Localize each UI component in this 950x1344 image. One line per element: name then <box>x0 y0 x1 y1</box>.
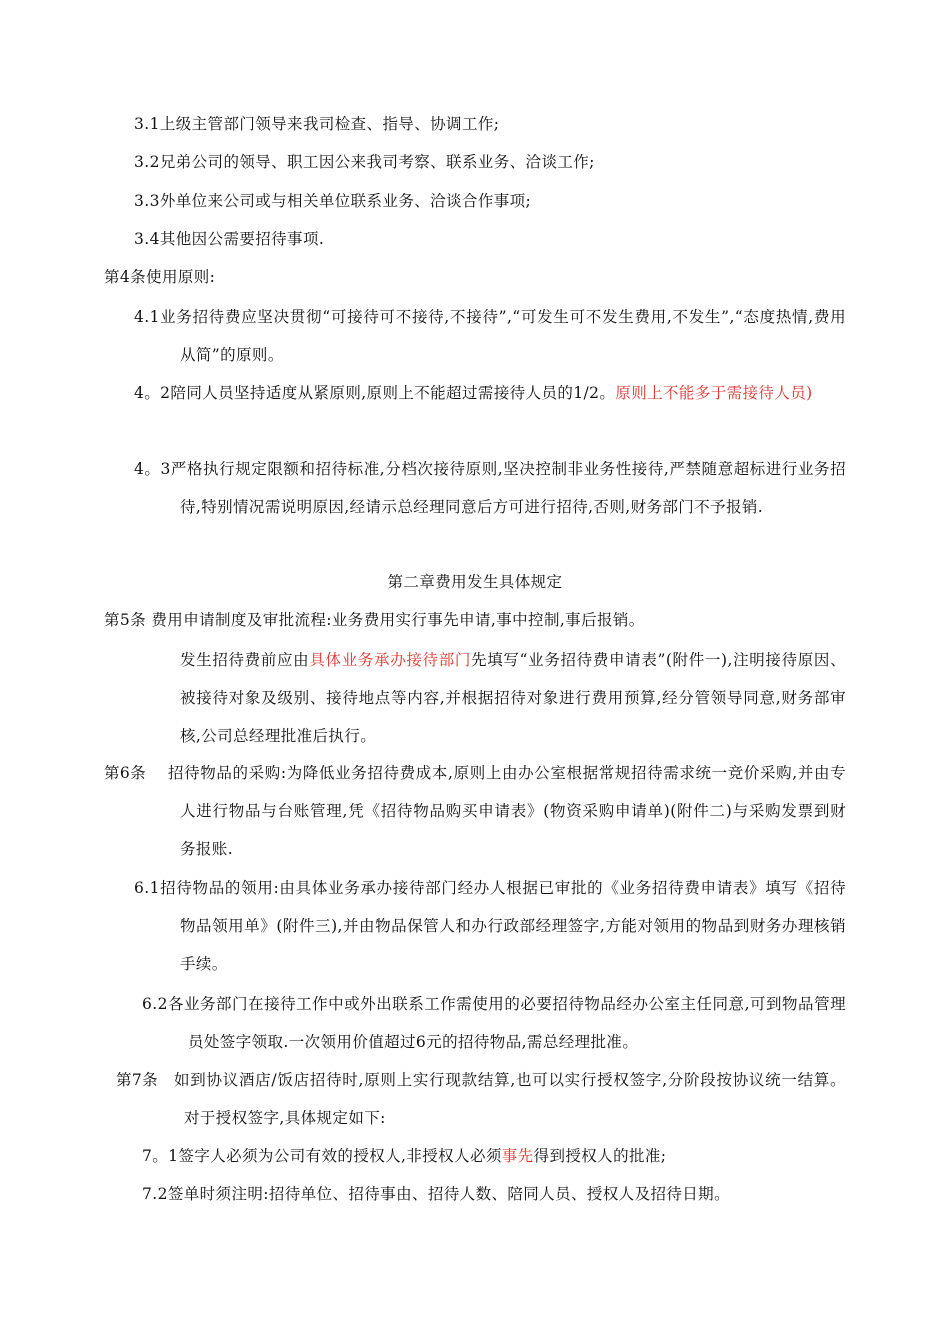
item-7-1 <box>142 1145 666 1167</box>
item-3-4: 3.4其他因公需要招待事项. <box>134 230 325 248</box>
item-6-2-text: 6.2各业务部门在接待工作中或外出联系工作需使用的必要招待物品经办公室主任同意,可到物品管理员处签字领取.一次领用价值超过6元的招待物品,需总经理批准。 <box>142 995 846 1051</box>
item-6-1-text: 6.1招待物品的领用:由具体业务承办接待部门经办人根据已审批的《业务招待费申请表》填写《招待物品领用单》(附件三),并由物品保管人和办行政部经理签字,方能对领用的物品到财务办理核销手续。 <box>134 879 846 973</box>
article-5-paragraph <box>180 641 846 755</box>
item-7-2: 7.2签单时须注明:招待单位、招待事由、招待人数、陪同人员、授权人及招待日期。 <box>142 1185 730 1203</box>
article-7 <box>174 1061 846 1137</box>
item-4-2-highlight: 原则上不能多于需接待人员) <box>615 384 813 402</box>
article-6-label: 第6条 <box>104 764 147 782</box>
item-6-1 <box>134 869 846 983</box>
item-3-3: 3.3外单位来公司或与相关单位联系业务、洽谈合作事项; <box>134 192 532 210</box>
item-3-2: 3.2兄弟公司的领导、职工因公来我司考察、联系业务、洽谈工作; <box>134 153 595 171</box>
article-7-label: 第7条 <box>116 1071 159 1089</box>
article-5-highlight: 具体业务承办接待部门 <box>309 651 472 669</box>
item-6-2 <box>142 985 846 1061</box>
item-7-1-text-b: 得到授权人的批准; <box>533 1147 667 1165</box>
item-4-2 <box>134 374 846 412</box>
article-6 <box>168 754 846 868</box>
article-4-heading: 第4条使用原则: <box>104 268 216 286</box>
chapter-2-title: 第二章费用发生具体规定 <box>387 573 563 591</box>
item-4-3 <box>134 450 846 526</box>
article-7-text: 如到协议酒店/饭店招待时,原则上实行现款结算,也可以实行授权签字,分阶段按协议统一结算。对于授权签字,具体规定如下: <box>174 1071 846 1127</box>
item-7-1-text-a: 7。1签字人必须为公司有效的授权人,非授权人必须 <box>142 1147 502 1165</box>
article-5-text-b: 先填写“业务招待费申请表”(附件一),注明接待原因、被接待对象及级别、接待地点等内容,并根据招待对象进行费用预算,经分管领导同意,财务部审核,公司总经理批准后执行。 <box>180 651 846 745</box>
item-3-1: 3.1上级主管部门领导来我司检查、指导、协调工作; <box>134 115 500 133</box>
item-4-1 <box>134 298 846 374</box>
article-6-text: 招待物品的采购:为降低业务招待费成本,原则上由办公室根据常规招待需求统一竞价采购,并由专人进行物品与台账管理,凭《招待物品购买申请表》(物资采购申请单)(附件二)与采购发票到财务报账. <box>168 764 846 858</box>
item-7-1-highlight: 事先 <box>501 1147 534 1165</box>
item-4-2-text: 4。2陪同人员坚持适度从紧原则,原则上不能超过需接待人员的1/2。 <box>134 384 616 402</box>
article-5-text-a: 发生招待费前应由 <box>180 651 310 669</box>
article-5: 第5条 费用申请制度及审批流程:业务费用实行事先申请,事中控制,事后报销。 <box>104 611 645 629</box>
item-4-1-text: 4.1业务招待费应坚决贯彻“可接待可不接待,不接待”,“可发生可不发生费用,不发生”,“态度热情,费用从简”的原则。 <box>134 308 846 364</box>
item-4-3-text: 4。3严格执行规定限额和招待标准,分档次接待原则,坚决控制非业务性接待,严禁随意超标进行业务招待,特别情况需说明原因,经请示总经理同意后方可进行招待,否则,财务部门不予报销. <box>134 460 846 516</box>
